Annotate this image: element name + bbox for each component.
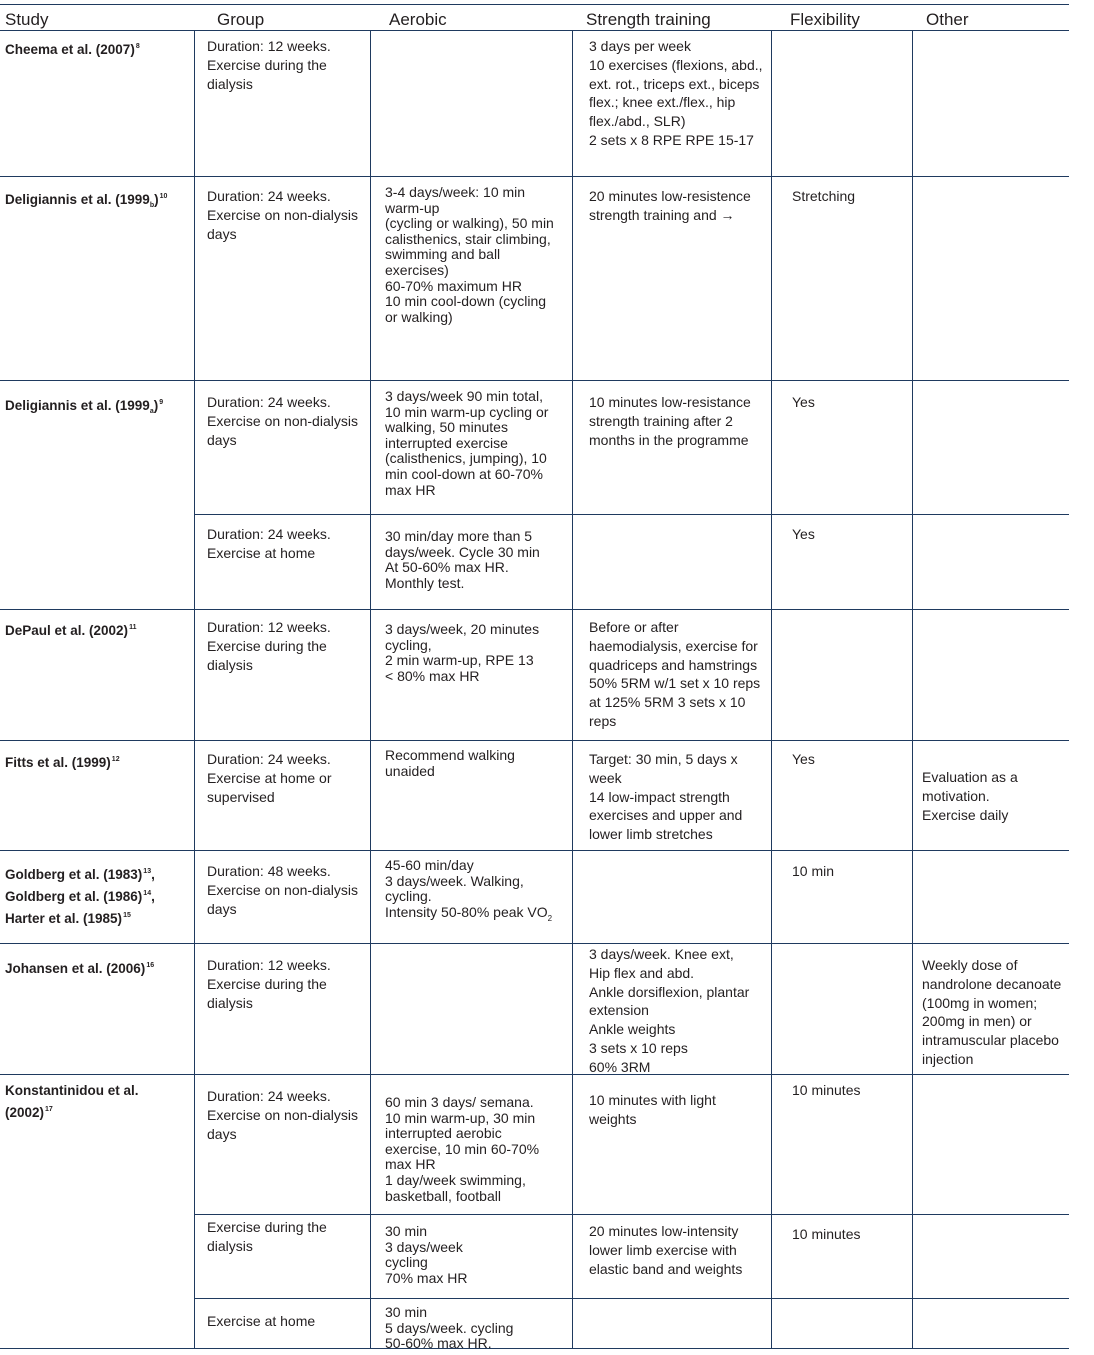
strength-cell: 10 minutes low-resistance strength training after 2 months in the programme [589,394,751,448]
group-cell: Duration: 24 weeks. Exercise on non-dialysis days [207,394,358,448]
strength-cell: 20 minutes low-intensity lower limb exercise with elastic band and weights [589,1223,743,1277]
aerobic-cell: 3 days/week 90 min total, 10 min warm-up cycling or walking, 50 minutes interrupted exercise (calisthenics, jumping), 10 min cool-down at 60-70% max HR [385,388,549,498]
other-cell: Evaluation as a motivation. Exercise daily [922,769,1018,823]
header-aerobic: Aerobic [389,10,447,29]
group-cell: Duration: 24 weeks. Exercise at home or supervised [207,751,332,805]
aerobic-cell: 45-60 min/day 3 days/week. Walking, cycling. Intensity 50-80% peak $VO_2$ [385,857,553,923]
column-divider [194,30,195,1348]
strength-cell: 10 minutes with light weights [589,1092,716,1127]
column-divider [370,30,371,1348]
strength-cell: Before or after haemodialysis, exercise for quadriceps and hamstrings 50% 5RM w/1 set x 10 reps at 125% 5RM 3 sets x 10 reps [589,619,761,729]
column-divider [771,30,772,1348]
row-divider [195,514,1069,515]
group-cell: Duration: 12 weeks. Exercise during the dialysis [207,38,331,92]
aerobic-cell: 30 min 5 days/week. cycling 50-60% max HR. [385,1305,514,1348]
aerobic-cell: Recommend walking unaided [385,747,515,779]
row-divider [0,380,1069,381]
flexibility-cell: Yes [792,526,815,542]
flexibility-cell: Yes [792,394,815,410]
strength-cell: 20 minutes low-resistence strength training and → [589,188,751,223]
aerobic-cell: 30 min 3 days/week cycling 70% max HR [385,1223,468,1286]
aerobic-cell: 60 min 3 days/ semana. 10 min warm-up, 30 min interrupted aerobic exercise, 10 min 60-70% max HR 1 day/week swimming, basketball, football [385,1094,540,1204]
column-divider [912,30,913,1348]
row-divider [0,850,1069,851]
row-divider [0,609,1069,610]
study-name: Deligiannis et al. $(1999_b)^{10}$ [5,192,168,209]
table-bottom-rule [0,1348,1069,1349]
header-group: Group [217,10,265,29]
column-divider [572,30,573,1348]
study-name: Johansen et al. $(2006)^{16}$ [5,961,155,976]
strength-cell: Target: 30 min, 5 days x week 14 low-impact strength exercises and upper and lower limb stretches [589,751,743,843]
header-other: Other [926,10,969,29]
row-divider [195,1214,1069,1215]
header-flexibility: Flexibility [790,10,860,29]
strength-cell: 3 days/week. Knee ext, Hip flex and abd. Ankle dorsiflexion, plantar extension Ankle weights 3 sets x 10 reps 60% 3RM [589,946,750,1075]
group-cell: Duration: 12 weeks. Exercise during the dialysis [207,957,331,1011]
study-name: Fitts et al. $(1999)^{12}$ [5,755,120,770]
study-name: Cheema et al. $(2007)^8$ [5,42,140,57]
flexibility-cell: 10 minutes [792,1226,861,1242]
group-cell: Duration: 12 weeks. Exercise during the dialysis [207,619,331,673]
group-cell: Duration: 24 weeks. Exercise at home [207,526,331,561]
row-divider [0,740,1069,741]
row-divider [0,176,1069,177]
header-study: Study [5,10,49,29]
flexibility-cell: 10 minutes [792,1082,861,1098]
group-cell: Duration: 48 weeks. Exercise on non-dialysis days [207,863,358,917]
strength-cell: 3 days per week 10 exercises (flexions, abd., ext. rot., triceps ext., biceps flex.; knee ext./flex., hip flex./abd., SLR) 2 sets x 8 RPE RPE 15-17 [589,38,763,148]
study-name: Goldberg et al. $(1983)^{13}$, Goldberg et al. $(1986)^{14}$, Harter et al. $(1985)^{15}$ [5,867,155,926]
row-divider [0,943,1069,944]
table-top-rule [0,4,1069,5]
group-cell: Duration: 24 weeks. Exercise on non-dialysis days [207,188,358,242]
flexibility-cell: Stretching [792,188,856,204]
study-name: Deligiannis et al. $(1999_a)^9$ [5,398,164,415]
aerobic-cell: 3 days/week, 20 minutes cycling, 2 min warm-up, RPE 13 < 80% max HR [385,621,540,684]
header-rule [0,30,1069,31]
study-name: DePaul et al. $(2002)^{11}$ [5,623,137,638]
header-strength: Strength training [586,10,711,29]
group-cell: Duration: 24 weeks. Exercise on non-dialysis days [207,1088,358,1142]
group-cell: Exercise during the dialysis [207,1219,327,1254]
group-cell: Exercise at home [207,1313,316,1329]
flexibility-cell: Yes [792,751,815,767]
flexibility-cell: 10 min [792,863,835,879]
row-divider [0,1074,1069,1075]
other-cell: Weekly dose of nandrolone decanoate (100mg in women; 200mg in men) or intramuscular placebo injection [922,957,1062,1067]
study-name: Konstantinidou et al. $(2002)^{17}$ [5,1083,139,1120]
row-divider [195,1298,1069,1299]
aerobic-cell: 3-4 days/week: 10 min warm-up (cycling or walking), 50 min calisthenics, stair climbing, swimming and ball exercises) 60-70% maximum HR 10 min cool-down (cycling or walking) [385,184,554,325]
aerobic-cell: 30 min/day more than 5 days/week. Cycle 30 min At 50-60% max HR. Monthly test. [385,528,540,591]
